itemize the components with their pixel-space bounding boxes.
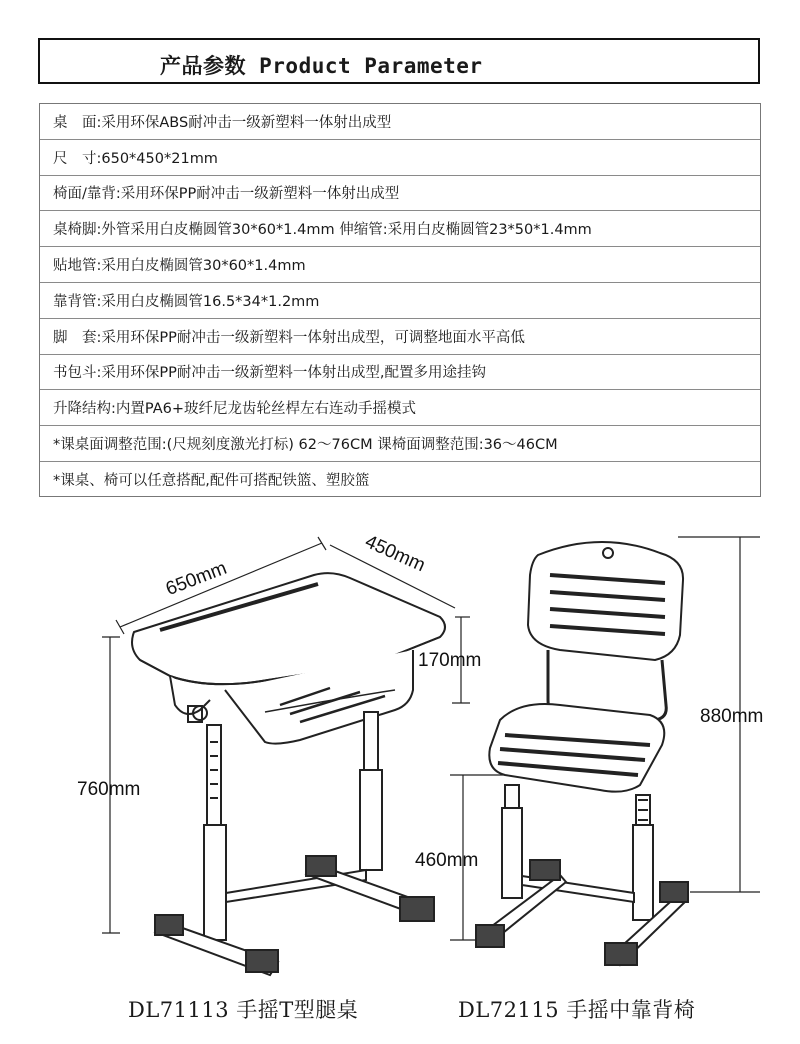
- desk-height-label: 760mm: [77, 779, 141, 800]
- desk-illustration: [102, 537, 470, 975]
- seat-height-label: 460mm: [415, 850, 479, 871]
- spec-row-bag-holder: 书包斗:采用环保PP耐冲击一级新塑料一体射出成型,配置多用途挂钩: [40, 355, 760, 391]
- spec-row-floor-tube: 贴地管:采用白皮椭圆管30*60*1.4mm: [40, 247, 760, 283]
- title-box: [38, 38, 760, 84]
- spec-row-seat-back: 椅面/靠背:采用环保PP耐冲击一级新塑料一体射出成型: [40, 176, 760, 212]
- spec-row-foot-cover: 脚 套:采用环保PP耐冲击一级新塑料一体射出成型，可调整地面水平高低: [40, 319, 760, 355]
- spec-row-lift-mechanism: 升降结构:内置PA6+玻纤尼龙齿轮丝桿左右连动手摇模式: [40, 390, 760, 426]
- desk-width-label: 650mm: [163, 557, 230, 601]
- chair-illustration: [450, 537, 760, 965]
- page-title: 产品参数 Product Parameter: [160, 54, 483, 78]
- spec-row-desk-surface: 桌 面:采用环保ABS耐冲击一级新塑料一体射出成型: [40, 104, 760, 140]
- spec-row-legs: 桌椅脚:外管采用白皮椭圆管30*60*1.4mm 伸缩管:采用白皮椭圆管23*50*1.4mm: [40, 211, 760, 247]
- spec-row-size: 尺 寸:650*450*21mm: [40, 140, 760, 176]
- desk-depth-label: 450mm: [361, 531, 429, 577]
- product-drawing: [0, 500, 800, 980]
- spec-row-combination-note: *课桌、椅可以任意搭配,配件可搭配铁篮、塑胶篮: [53, 473, 370, 490]
- spec-table: [39, 103, 761, 497]
- spec-row-back-tube: 靠背管:采用白皮椭圆管16.5*34*1.2mm: [40, 283, 760, 319]
- spec-row-adjust-range: *课桌面调整范围:(尺规刻度激光打标) 62～76CM 课椅面调整范围:36～46CM: [40, 426, 760, 462]
- desk-caption: DL71113 手摇T型腿桌: [128, 998, 359, 1022]
- drawer-height-label: 170mm: [418, 650, 482, 671]
- chair-height-label: 880mm: [700, 706, 764, 727]
- chair-caption: DL72115 手摇中靠背椅: [458, 998, 696, 1022]
